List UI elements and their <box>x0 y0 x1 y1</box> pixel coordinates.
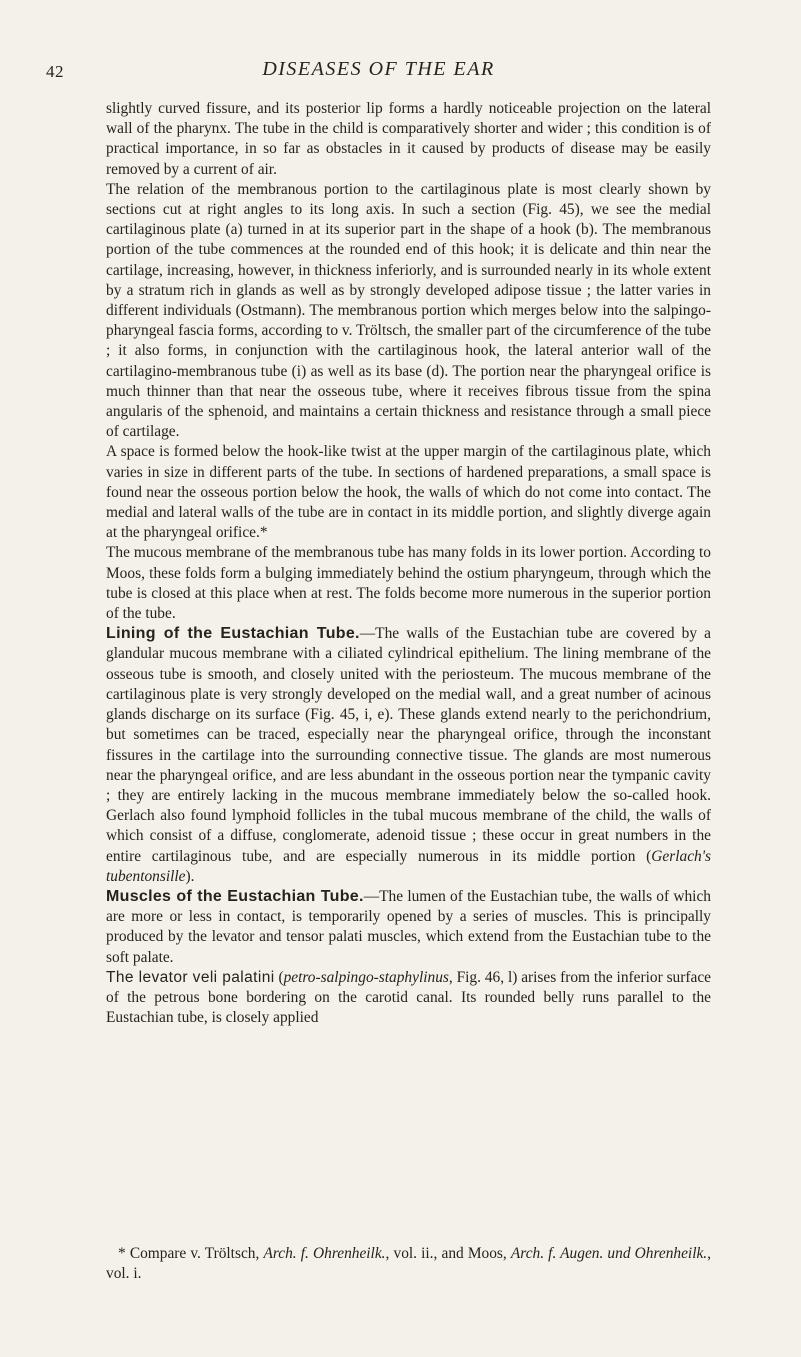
running-head <box>46 58 711 88</box>
page-number: 42 <box>46 62 64 81</box>
paragraph-muscles <box>106 887 711 968</box>
levator-italic: petro-salpingo-staphylinus <box>283 968 449 986</box>
footnote-mid: , vol. ii., and Moos, <box>385 1245 511 1262</box>
paragraph-levator <box>106 968 711 1029</box>
levator-text: , Fig. 46, l) arises from the inferior surface of the petrous bone bordering on the carotid canal. Its rounded belly runs parallel to the Eustachian tube, is closely applied <box>106 968 711 1027</box>
muscles-text: —The lumen of the Eustachian tube, the walls of which are more or less in contact, is temporarily opened by a series of muscles. This is principally produced by the levator and tensor palati muscles, which extend from the Eustachian tube to the soft palate. <box>106 887 711 966</box>
paragraph-3: A space is formed below the hook-like twist at the upper margin of the cartilaginous plate, which varies in size in different parts of the tube. In sections of hardened preparations, a small space is found near the osseous portion below the hook, the walls of which do not come into contact. The medial and lateral walls of the tube are in contact in its middle portion, and slightly diverge again at the pharyngeal orifice.* <box>106 443 711 542</box>
lining-text: —The walls of the Eustachian tube are covered by a glandular mucous membrane with a ciliated cylindrical epithelium. The lining membrane of the osseous tube is smooth, and closely united with the periosteum. The mucous membrane of the cartilaginous plate is very strongly developed on the medial wall, and a great number of acinous glands discharge on its surface (Fig. 45, i, e). These glands extend nearly to the perichondrium, but sometimes can be traced, especially near the pharyngeal orifice, through the inconstant fissures in the cartilage into the surrounding connective tissue. The glands are most numerous near the pharyngeal orifice, and are less abundant in the osseous portion near the tympanic cavity ; they are entirely lacking in the mucous membrane immediately below the so-called hook. Gerlach also found lymphoid follicles in the tubal mucous membrane of the child, the walls of which consist of a diffuse, conglomerate, adenoid tissue ; these occur in great numbers in the entire cartilaginous tube, and are especially numerous in its middle portion ( <box>106 625 711 865</box>
running-title: DISEASES OF THE EAR <box>262 58 495 80</box>
body-text <box>106 99 711 1028</box>
levator-open: ( <box>274 968 284 986</box>
lining-italic: Gerlach's tubentonsille <box>106 847 711 885</box>
footnote <box>106 1244 711 1284</box>
lining-text-end: ). <box>185 867 195 885</box>
footnote-journal-2: Arch. f. Augen. und Ohrenheilk. <box>510 1245 708 1262</box>
footnote-tail: , vol. i. <box>106 1245 712 1283</box>
paragraph-2: The relation of the membranous portion to the cartilaginous plate is most clearly shown by sections cut at right angles to its long axis. In such a section (Fig. 45), we see the medial cartilaginous plate (a) turned in at its superior part in the shape of a hook (b). The membranous portion of the tube commences at the rounded end of this hook; it is delicate and thin near the cartilage, increasing, however, in thickness inferiorly, and is surrounded nearly in its whole extent by a stratum rich in glands as well as by strongly developed adipose tissue ; the latter varies in different individuals (Ostmann). The membranous portion which merges below into the salpingo-pharyngeal fascia forms, according to v. Tröltsch, the smaller part of the circumference of the tube ; it also forms, in conjunction with the cartilaginous hook, the lateral anterior wall of the cartilagino-membranous tube (i) as well as its base (d). The portion near the pharyngeal orifice is much thinner than that near the osseous tube, where it receives fibrous tissue from the spina angularis of the sphenoid, and maintains a certain thickness and resistance through a small piece of cartilage. <box>106 180 712 441</box>
paragraph-4: The mucous membrane of the membranous tube has many folds in its lower portion. According to Moos, these folds form a bulging immediately behind the ostium pharyngeum, through which the tube is closed at this place when at rest. The folds become more numerous in the superior portion of the tube. <box>106 544 711 623</box>
footnote-lead: * Compare v. Tröltsch, <box>118 1245 264 1262</box>
footnote-journal-1: Arch. f. Ohrenheilk. <box>263 1245 386 1262</box>
paragraph-1: slightly curved fissure, and its posterior lip forms a hardly noticeable projection on the lateral wall of the pharynx. The tube in the child is comparatively shorter and wider ; this condition is of practical importance, in so far as obstacles in it caused by products of disease may be easily removed by a current of air. <box>106 100 711 178</box>
section-heading-muscles: Muscles of the Eustachian Tube. <box>106 887 364 905</box>
section-heading-lining: Lining of the Eustachian Tube. <box>106 625 360 643</box>
paragraph-lining <box>106 624 711 887</box>
subheading-levator: The levator veli palatini <box>106 968 275 986</box>
